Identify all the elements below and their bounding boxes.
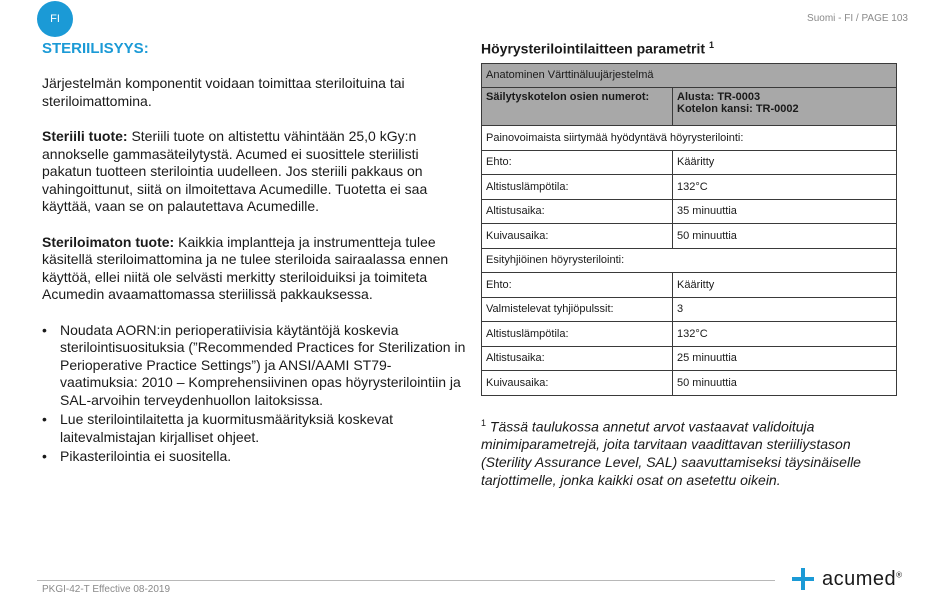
table-row (482, 371, 897, 396)
param-value: Kääritty (673, 150, 897, 175)
table-row (482, 88, 897, 126)
table-row (482, 63, 897, 88)
table-title-text: Höyrysterilointilaitteen parametrit (481, 40, 706, 57)
param-value: Kääritty (673, 273, 897, 298)
part-numbers-label: Säilytyskotelon osien numerot: (482, 88, 673, 126)
param-label: Altistuslämpötila: (482, 175, 673, 200)
lid-part-number: Kotelon kansi: TR-0002 (677, 103, 799, 116)
table-row (482, 248, 897, 273)
document-code: PKGI-42-T Effective 08-2019 (42, 584, 171, 595)
param-value: 50 minuuttia (673, 224, 897, 249)
guidance-list (42, 322, 467, 466)
param-value: 50 minuuttia (673, 371, 897, 396)
param-label: Valmistelevat tyhjiöpulssit: (482, 297, 673, 322)
table-row (482, 126, 897, 151)
system-name-cell: Anatominen Värttinäluujärjestelmä (482, 63, 897, 88)
nonsterile-product-text: Kaikkia implantteja ja instrumentteja tulee käsitellä steriloimattomina ja ne tulee steriloida sairaalassa ennen käyttöä, ellei niitä ole selvästi merkitty steriloiduiksi ja toimiteta Acumedin avaamattomassa steriilissä pakkauksessa. (42, 233, 449, 302)
table-row (482, 273, 897, 298)
footnote-text: Tässä taulukossa annetut arvot vastaavat validoituja minimiparametrejä, joita tarvitaan vaadittavan steriiliystason (Sterility Assurance Level, SAL) saavuttamiseksi täysinäiselle tarjottimelle, jonka kaikki osat on asetettu oikein. (481, 418, 861, 489)
sterility-section (42, 40, 467, 468)
param-label: Kuivausaika: (482, 371, 673, 396)
footer-divider (37, 580, 775, 581)
part-numbers-value (673, 88, 897, 126)
param-value: 35 minuuttia (673, 199, 897, 224)
logo-text: acumed (822, 567, 897, 590)
param-label: Altistusaika: (482, 199, 673, 224)
param-value: 25 minuuttia (673, 346, 897, 371)
param-label: Kuivausaika: (482, 224, 673, 249)
table-row (482, 150, 897, 175)
table-row (482, 199, 897, 224)
page-reference: Suomi - FI / PAGE 103 (807, 13, 908, 24)
param-label: Altistuslämpötila: (482, 322, 673, 347)
acumed-logo (792, 566, 903, 592)
table-title (481, 40, 897, 57)
param-label: Ehto: (482, 273, 673, 298)
sterile-product-text: Steriili tuote on altistettu vähintään 25,0 kGy:n annokselle gammasäteilytystä. Acumed ei suosittele steriilisti pakatun tuotteen sterilointia uudelleen. Jos steriili pakkaus on vahingoittunut, siitä on ilmoitettava Acumedille. Tuotetta ei saa käyttää, vaan se on palautettava Acumedille. (42, 128, 428, 214)
guidance-item: • Noudata AORN:in perioperatiivisia käytäntöjä koskevia sterilointisuosituksia (”Recommended Practices for Sterilization in Perioperative Practice Settings”) ja ANSI/AAMI ST79-vaatimuksia: 2010 – Komprehensiivinen opas höyrysterilointiin ja SAL-arvoihin terveydenhuollon laitoksissa. (42, 322, 467, 410)
registered-mark: ® (896, 569, 903, 579)
section-title: STERIILISYYS: (42, 40, 149, 57)
plus-logo-icon (792, 568, 814, 590)
table-row (482, 322, 897, 347)
table-row (482, 297, 897, 322)
gravity-section-header: Painovoimaista siirtymää hyödyntävä höyrysterilointi: (482, 126, 897, 151)
steam-parameters-section (481, 40, 897, 489)
guidance-item: • Lue sterilointilaitetta ja kuormitusmäärityksiä koskevat laitevalmistajan kirjalliset ohjeet. (42, 411, 467, 446)
language-badge: FI (37, 1, 73, 37)
sterile-product-paragraph (42, 128, 467, 216)
param-label: Ehto: (482, 150, 673, 175)
param-value: 132°C (673, 175, 897, 200)
param-label: Altistusaika: (482, 346, 673, 371)
nonsterile-product-label: Steriloimaton tuote: (42, 233, 175, 250)
table-row (482, 346, 897, 371)
nonsterile-product-paragraph (42, 234, 467, 304)
param-value: 3 (673, 297, 897, 322)
param-value: 132°C (673, 322, 897, 347)
guidance-item: • Pikasterilointia ei suositella. (42, 448, 467, 466)
logo-wordmark (822, 568, 903, 591)
sterilization-parameters-table (481, 63, 897, 396)
tray-part-number: Alusta: TR-0003 (677, 91, 761, 104)
table-footnote (481, 414, 897, 490)
footnote-marker: 1 (481, 417, 487, 428)
prevacuum-section-header: Esityhjiöinen höyrysterilointi: (482, 248, 897, 273)
table-row (482, 175, 897, 200)
table-title-footnote-ref: 1 (708, 40, 714, 50)
intro-paragraph: Järjestelmän komponentit voidaan toimittaa steriloituina tai steriloimattomina. (42, 75, 405, 109)
sterile-product-label: Steriili tuote: (42, 128, 128, 144)
table-row (482, 224, 897, 249)
